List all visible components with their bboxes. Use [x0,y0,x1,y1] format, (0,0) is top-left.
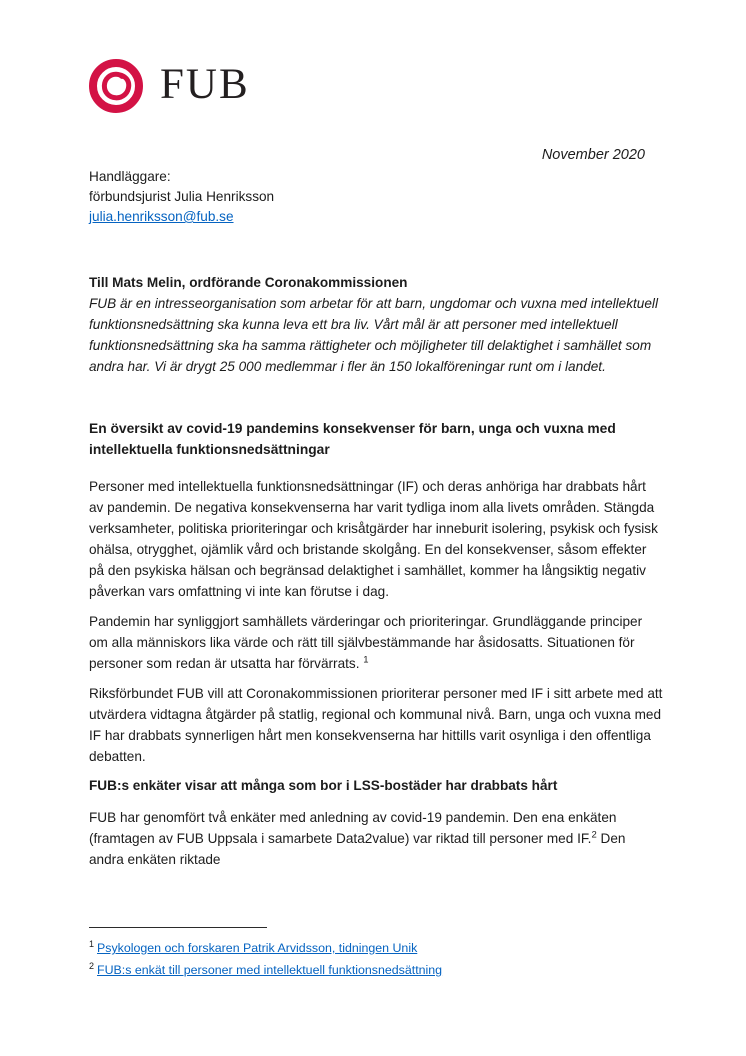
paragraph-values [89,611,663,674]
footnote-link-2[interactable]: FUB:s enkät till personer med intellektuell funktionsnedsättning [97,963,443,978]
footnote-ref-2: 2 [591,829,597,841]
intro-paragraph: FUB är en intresseorganisation som arbetar för att barn, ungdomar och vuxna med intellektuell funktionsnedsättning ska kunna leva ett bra liv. Vårt mål är att personer med intellektuell funktionsnedsättning ska ha samma rättigheter och möjligheter till delaktighet i samhället som andra har. Vi är drygt 25 000 medlemmar i fler än 150 lokalföreningar runt om i landet. [89,296,658,374]
footnote-marker-2: 2 [89,961,95,972]
paragraph-values-text: Pandemin har synliggjort samhällets värderingar och prioriteringar. Grundläggande principer om alla människors lika värde och rätt till självbestämmande har åsidosatts. Situationen för personer som redan är utsatta har förvärrats. [89,614,643,671]
subheading-surveys: FUB:s enkäter visar att många som bor i LSS-bostäder har drabbats hårt [89,778,558,793]
paragraph-surveys-text-after: Den andra enkäten riktade [89,831,626,867]
footnote-marker-1: 1 [89,939,95,949]
caseworker-label: Handläggare: [89,169,171,184]
document-content [89,58,663,870]
paragraph-surveys [89,807,663,870]
footnote-item-2 [89,957,663,979]
email-link[interactable]: julia.henriksson@fub.se [89,209,234,224]
fub-wordmark: FUB [160,60,250,108]
date-text: November 2020 [541,147,645,163]
paragraph-consequences: Personer med intellektuella funktionsnedsättningar (IF) och deras anhöriga har drabbats hårt av pandemin. De negativa konsekvenserna har varit tydliga inom alla livets områden. Stängda verksamheter, politiska prioriteringar och krisåtgärder har inneburit isolering, psykisk och fysisk ohälsa, otrygghet, ojämlik vård och bristande skolgång. En del konsekvenser, såsom effekter på den psykiska hälsan och begränsad delaktighet i samhället, kommer ha långsiktig negativ påverkan vars omfattning vi inte kan förutse i dag. [89,479,658,599]
footnote-item-1 [89,935,663,957]
fub-logo-icon [89,59,143,113]
footnote-ref-1: 1 [363,654,369,666]
footnote-section [89,927,663,979]
footnote-separator [89,927,267,928]
recipient-line: Till Mats Melin, ordförande Coronakommissionen [89,275,408,290]
contact-block [89,167,663,227]
fub-logo [89,58,663,114]
main-heading: En översikt av covid-19 pandemins konsekvenser för barn, unga och vuxna med intellektuella funktionsnedsättningar [89,421,616,457]
caseworker-name: förbundsjurist Julia Henriksson [89,189,275,204]
paragraph-surveys-text-before: FUB har genomfört två enkäter med anledning av covid-19 pandemin. Den ena enkäten (framtagen av FUB Uppsala i samarbete Data2value) var riktad till personer med IF. [89,810,617,846]
footnote-link-1[interactable]: Psykologen och forskaren Patrik Arvidsson, tidningen Unik [97,941,418,956]
paragraph-request: Riksförbundet FUB vill att Coronakommissionen prioriterar personer med IF i sitt arbete med att utvärdera vidtagna åtgärder på statlig, regional och kommunal nivå. Barn, unga och vuxna med IF har drabbats synnerligen hårt men konsekvenserna har hittills varit osynliga i den offentliga debatten. [89,686,663,764]
